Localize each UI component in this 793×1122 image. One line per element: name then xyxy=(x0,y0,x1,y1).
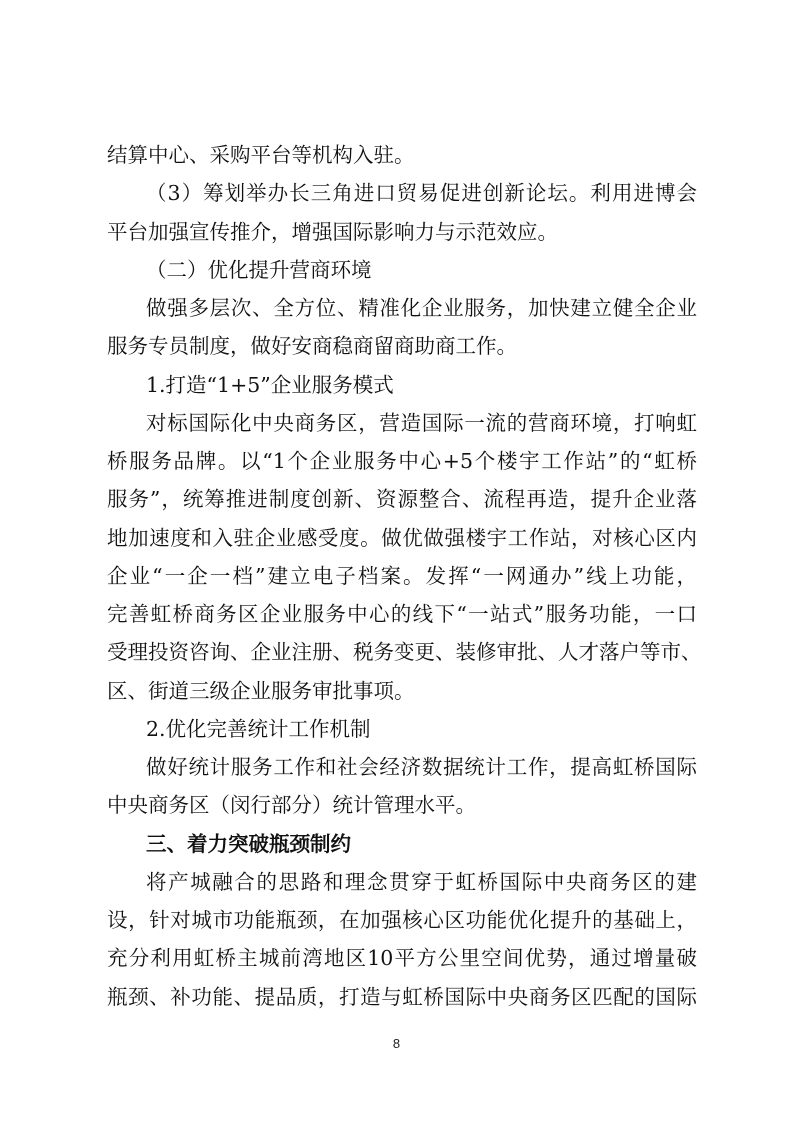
text-line: 对标国际化中央商务区，营造国际一流的营商环境，打响虹 xyxy=(146,410,697,435)
text-line: 区、街道三级企业服务审批事项。 xyxy=(107,678,415,703)
text-line: 设，针对城市功能瓶颈，在加强核心区功能优化提升的基础上， xyxy=(107,908,697,932)
text-line: 做强多层次、全方位、精准化企业服务，加快建立健全企业 xyxy=(146,296,697,320)
text-line: 充分利用虹桥主城前湾地区10平方公里空间优势，通过增量破 xyxy=(107,946,697,971)
text-line: 企业“一企一档”建立电子档案。发挥“一网通办”线上功能， xyxy=(107,563,697,588)
text-line: （二）优化提升营商环境 xyxy=(146,257,372,282)
text-line: 服务”，统筹推进制度创新、资源整合、流程再造，提升企业落 xyxy=(107,487,697,512)
text-line: 将产城融合的思路和理念贯穿于虹桥国际中央商务区的建 xyxy=(146,869,697,894)
text-line: 做好统计服务工作和社会经济数据统计工作，提高虹桥国际 xyxy=(146,755,697,779)
text-line: 结算中心、采购平台等机构入驻。 xyxy=(107,143,415,167)
text-line: 瓶颈、补功能、提品质，打造与虹桥国际中央商务区匹配的国际 xyxy=(107,984,697,1009)
text-line: 2.优化完善统计工作机制 xyxy=(146,716,371,741)
page-number: 8 xyxy=(392,1036,401,1051)
text-line: 完善虹桥商务区企业服务中心的线下“一站式”服务功能，一口 xyxy=(107,602,697,626)
text-line: 平台加强宣传推介，增强国际影响力与示范效应。 xyxy=(107,219,558,244)
text-line: 1.打造“1+5”企业服务模式 xyxy=(146,372,394,397)
text-line: 服务专员制度，做好安商稳商留商助商工作。 xyxy=(107,334,517,359)
text-line: 受理投资咨询、企业注册、税务变更、装修审批、人才落户等市、 xyxy=(107,640,702,665)
text-line: （3）筹划举办长三角进口贸易促进创新论坛。利用进博会 xyxy=(146,181,697,206)
text-line: 中央商务区（闵行部分）统计管理水平。 xyxy=(107,793,476,818)
text-line: 桥服务品牌。以“1个企业服务中心+5个楼宇工作站”的“虹桥 xyxy=(107,449,697,473)
section-heading: 三、着力突破瓶颈制约 xyxy=(146,831,351,856)
text-line: 地加速度和入驻企业感受度。做优做强楼宇工作站，对核心区内 xyxy=(107,525,697,550)
